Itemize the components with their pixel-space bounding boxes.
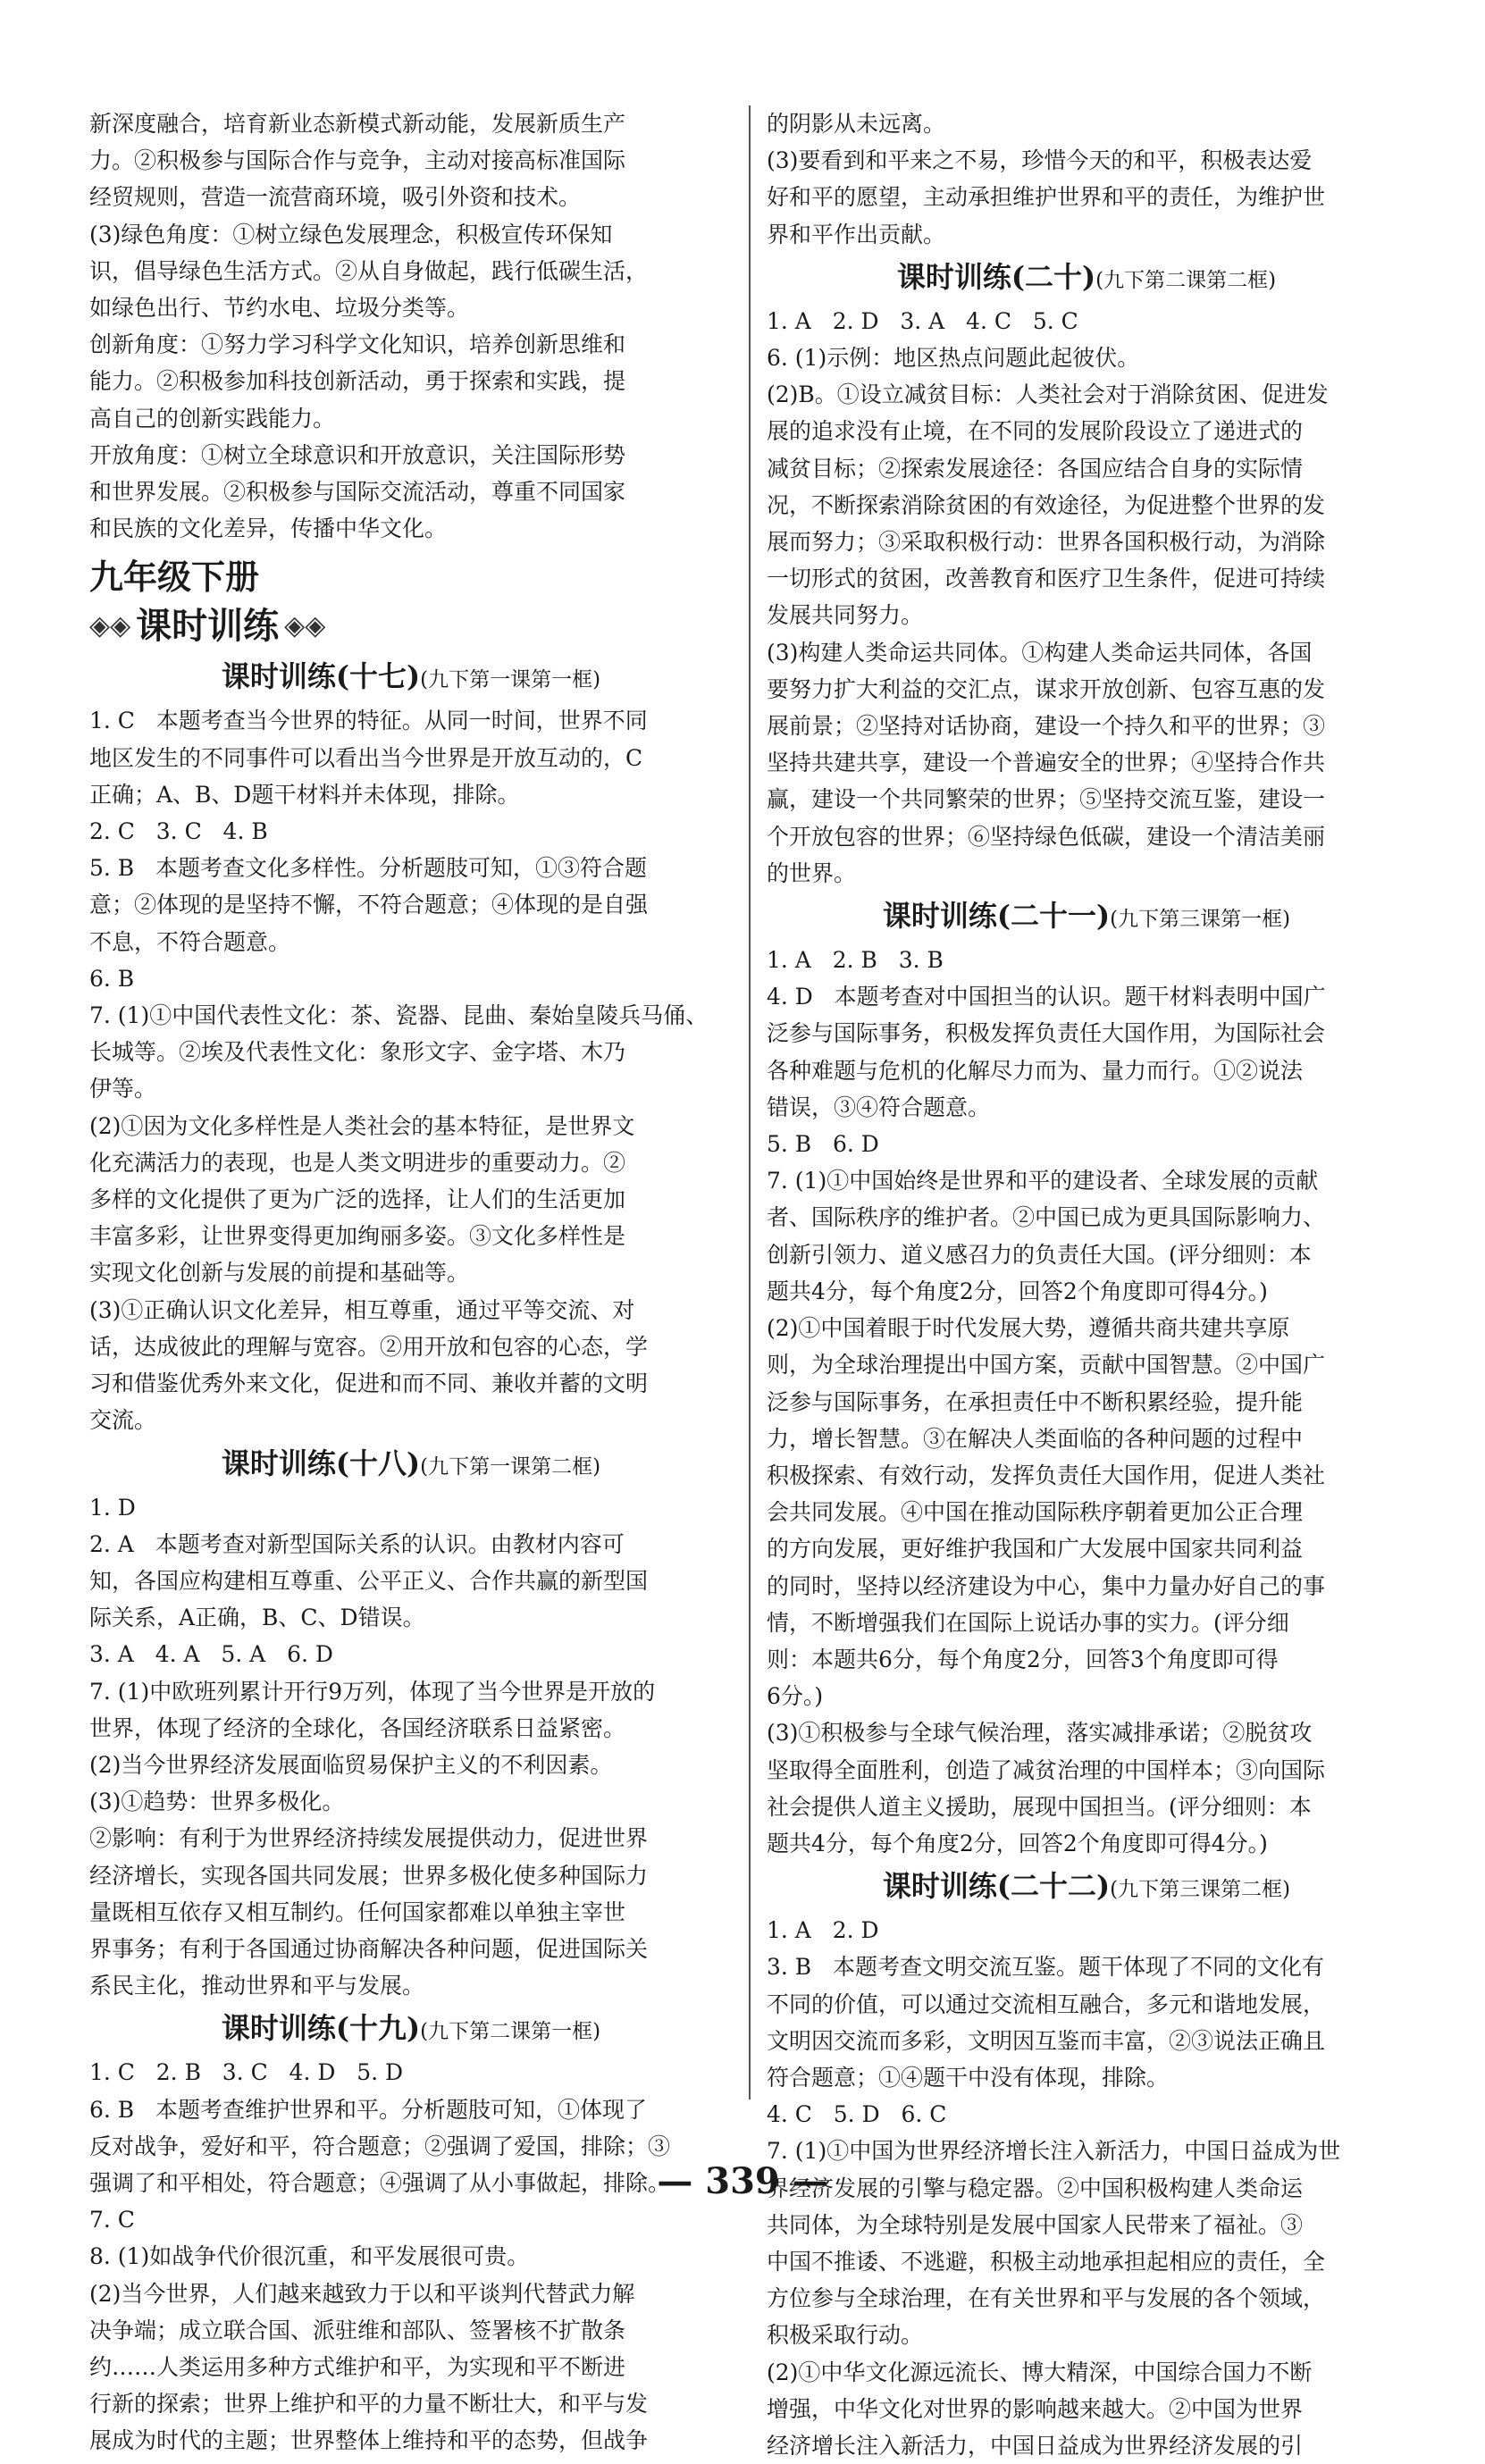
text-line: 强调了和平相处，符合题意；④强调了从小事做起，排除。 xyxy=(89,2169,671,2196)
right-column xyxy=(767,105,1406,2464)
text-line: 展而努力；③采取积极行动：世界各国积极行动，为消除 xyxy=(767,529,1326,556)
section-21-answers xyxy=(767,942,1406,1862)
section-22-title: 课时训练(二十二) xyxy=(882,1869,1111,1904)
text-line: 世界，体现了经济的全球化，各国经济联系日益紧密。 xyxy=(89,1714,626,1741)
text-line: 力。②积极参与国际合作与竞争，主动对接高标准国际 xyxy=(89,147,626,174)
text-line: 7. (1)①中国为世界经济增长注入新活力，中国日益成为世 xyxy=(767,2138,1341,2165)
section-19-heading xyxy=(89,2006,733,2054)
banner-right-ornament-icon: ◈◈ xyxy=(284,610,326,642)
text-line: 7. C xyxy=(89,2207,135,2234)
text-line: 4. C 5. D 6. C xyxy=(767,2101,947,2128)
text-line: 力，增长智慧。③在解决人类面临的各种问题的过程中 xyxy=(767,1425,1304,1452)
text-line: 一切形式的贫困，改善教育和医疗卫生条件，促进可持续 xyxy=(767,566,1326,592)
text-line: 创新引领力、道义感召力的负责任大国。(评分细则：本 xyxy=(767,1241,1312,1268)
text-line: 者、国际秩序的维护者。②中国已成为更具国际影响力、 xyxy=(767,1204,1326,1231)
text-line: 文明因交流而多彩，文明因互鉴而丰富，②③说法正确且 xyxy=(767,2027,1326,2054)
section-18-heading xyxy=(89,1441,733,1489)
text-line: (2)当今世界，人们越来越致力于以和平谈判代替武力解 xyxy=(89,2280,635,2307)
text-line: 界和平作出贡献。 xyxy=(767,221,946,247)
text-line: 6. (1)示例：地区热点问题此起彼伏。 xyxy=(767,345,1140,372)
section-19-title: 课时训练(十九) xyxy=(221,2011,421,2046)
text-line: 6. B 本题考查维护世界和平。分析题肢可知，①体现了 xyxy=(89,2096,648,2123)
text-line: 积极采取行动。 xyxy=(767,2322,924,2349)
text-line: 1. C 2. B 3. C 4. D 5. D xyxy=(89,2059,404,2086)
section-20-title: 课时训练(二十) xyxy=(896,259,1096,294)
text-line: 长城等。②埃及代表性文化：象形文字、金字塔、木乃 xyxy=(89,1039,626,1066)
text-line: 和民族的文化差异，传播中华文化。 xyxy=(89,515,448,542)
text-line: (3)构建人类命运共同体。①构建人类命运共同体，各国 xyxy=(767,639,1313,666)
text-line: 社会提供人道主义援助，展现中国担当。(评分细则：本 xyxy=(767,1793,1312,1820)
text-line: 反对战争，爱好和平，符合题意；②强调了爱国，排除；③ xyxy=(89,2133,671,2159)
section-22-subtitle: (九下第三课第二框) xyxy=(1110,1878,1291,1902)
text-line: 2. C 3. C 4. B xyxy=(89,818,268,845)
text-line: 会共同发展。④中国在推动国际秩序朝着更加公正合理 xyxy=(767,1499,1304,1526)
text-line: 7. (1)①中国始终是世界和平的建设者、全球发展的贡献 xyxy=(767,1168,1319,1194)
section-20-answers xyxy=(767,303,1406,892)
text-line: (3)①积极参与全球气候治理，落实减排承诺；②脱贫攻 xyxy=(767,1720,1313,1747)
text-line: 方位参与全球治理，在有关世界和平与发展的各个领域， xyxy=(767,2285,1326,2312)
text-line: 的方向发展，更好维护我国和广大发展中国家共同利益 xyxy=(767,1536,1304,1563)
text-line: 1. A 2. D 3. A 4. C 5. C xyxy=(767,307,1078,334)
text-line: 符合题意；①④题干中没有体现，排除。 xyxy=(767,2064,1170,2091)
text-line: 多样的文化提供了更为广泛的选择，让人们的生活更加 xyxy=(89,1186,626,1213)
text-line: 好和平的愿望，主动承担维护世界和平的责任，为维护世 xyxy=(767,184,1326,211)
text-line: (2)①中国着眼于时代发展大势，遵循共商共建共享原 xyxy=(767,1315,1290,1342)
text-line: 7. (1)中欧班列累计开行9万列，体现了当今世界是开放的 xyxy=(89,1678,656,1705)
text-line: 5. B 本题考查文化多样性。分析题肢可知，①③符合题 xyxy=(89,855,648,882)
text-line: 量既相互依存又相互制约。任何国家都难以单独主宰世 xyxy=(89,1898,626,1925)
text-line: 交流。 xyxy=(89,1407,157,1434)
text-line: ②影响：有利于为世界经济持续发展提供动力，促进世界 xyxy=(89,1825,649,1852)
text-line: 展前景；②坚持对话协商，建设一个持久和平的世界；③ xyxy=(767,713,1326,740)
text-line: 际关系，A正确，B、C、D错误。 xyxy=(89,1605,425,1631)
text-line: 的阴影从未远离。 xyxy=(767,111,946,137)
text-line: 行新的探索；世界上维护和平的力量不断壮大，和平与发 xyxy=(89,2391,649,2418)
section-17-subtitle: (九下第一课第一框) xyxy=(420,668,601,692)
text-line: 地区发生的不同事件可以看出当今世界是开放互动的，C xyxy=(89,744,643,771)
text-line: 1. D xyxy=(89,1494,136,1521)
text-line: 题共4分，每个角度2分，回答2个角度即可得4分。) xyxy=(767,1278,1268,1304)
text-line: 正确；A、B、D题干材料并未体现，排除。 xyxy=(89,781,520,808)
grade-heading: 九年级下册 xyxy=(89,557,260,598)
text-line: 决争端；成立联合国、派驻维和部队、签署核不扩散条 xyxy=(89,2317,626,2343)
text-line: 情，不断增强我们在国际上说话办事的实力。(评分细 xyxy=(767,1609,1289,1636)
text-line: 实现文化创新与发展的前提和基础等。 xyxy=(89,1260,470,1286)
text-line: 坚取得全面胜利，创造了减贫治理的中国样本；③向国际 xyxy=(767,1756,1326,1783)
text-line: (2)①中华文化源远流长、博大精深，中国综合国力不断 xyxy=(767,2359,1313,2385)
text-line: (2)B。①设立减贫目标：人类社会对于消除贫困、促进发 xyxy=(767,381,1329,408)
text-line: 1. C 本题考查当今世界的特征。从同一时间，世界不同 xyxy=(89,708,648,734)
text-line: 3. B 本题考查文明交流互鉴。题干体现了不同的文化有 xyxy=(767,1954,1325,1981)
text-line: 错误，③④符合题意。 xyxy=(767,1094,991,1120)
text-line: 赢，建设一个共同繁荣的世界；⑤坚持交流互鉴，建设一 xyxy=(767,786,1326,813)
banner-title: 课时训练 xyxy=(136,605,280,648)
text-line: 泛参与国际事务，积极发挥负责任大国作用，为国际社会 xyxy=(767,1020,1326,1047)
column-divider xyxy=(749,105,751,2099)
section-19-subtitle: (九下第二课第一框) xyxy=(420,2020,601,2044)
text-line: 各种难题与危机的化解尽力而为、量力而行。①②说法 xyxy=(767,1057,1304,1084)
text-line: 经贸规则，营造一流营商环境，吸引外资和技术。 xyxy=(89,184,582,211)
text-line: 2. A 本题考查对新型国际关系的认识。由教材内容可 xyxy=(89,1530,625,1557)
text-line: 1. A 2. D xyxy=(767,1917,879,1944)
text-line: 不息，不符合题意。 xyxy=(89,928,291,955)
text-line: 意；②体现的是坚持不懈，不符合题意；④体现的是自强 xyxy=(89,892,649,918)
section-20-heading xyxy=(767,255,1406,303)
text-line: 要努力扩大利益的交汇点，谋求开放创新、包容互惠的发 xyxy=(767,675,1326,702)
text-line: 的世界。 xyxy=(767,859,857,886)
section-20-subtitle: (九下第二课第二框) xyxy=(1095,268,1277,292)
text-line: 话，达成彼此的理解与宽容。②用开放和包容的心态，学 xyxy=(89,1333,649,1360)
text-line: 能力。②积极参加科技创新活动，勇于探索和实践，提 xyxy=(89,368,626,395)
text-line: 个开放包容的世界；⑥坚持绿色低碳，建设一个清洁美丽 xyxy=(767,823,1326,850)
banner-left-ornament-icon: ◈◈ xyxy=(89,610,131,642)
text-line: 中国不推诿、不逃避，积极主动地承担起相应的责任，全 xyxy=(767,2248,1326,2275)
section-21-subtitle: (九下第三课第一框) xyxy=(1110,908,1291,932)
section-17-title: 课时训练(十七) xyxy=(221,659,421,694)
text-line: 积极探索、有效行动，发挥负责任大国作用，促进人类社 xyxy=(767,1462,1326,1488)
text-line: 化充满活力的表现，也是人类文明进步的重要动力。② xyxy=(89,1149,626,1176)
text-line: 发展共同努力。 xyxy=(767,602,924,629)
text-line: 创新角度：①努力学习科学文化知识，培养创新思维和 xyxy=(89,331,626,358)
text-line: 开放角度：①树立全球意识和开放意识，关注国际形势 xyxy=(89,441,626,468)
section-18-subtitle: (九下第一课第二框) xyxy=(420,1454,601,1479)
text-line: 展成为时代的主题；世界整体上维持和平的态势，但战争 xyxy=(89,2427,649,2454)
continued-block xyxy=(767,105,1406,253)
text-line: (3)要看到和平来之不易，珍惜今天的和平，积极表达爱 xyxy=(767,147,1313,174)
text-line: 7. (1)①中国代表性文化：茶、瓷器、昆曲、秦始皇陵兵马俑、 xyxy=(89,1002,709,1029)
section-17-heading xyxy=(89,654,733,702)
text-line: 6. B xyxy=(89,965,135,992)
text-line: 坚持共建共享，建设一个普遍安全的世界；④坚持合作共 xyxy=(767,750,1326,776)
text-line: 界经济发展的引擎与稳定器。②中国积极构建人类命运 xyxy=(767,2175,1304,2201)
text-line: 8. (1)如战争代价很沉重，和平发展很可贵。 xyxy=(89,2243,530,2270)
text-line: 界事务；有利于各国通过协商解决各种问题，促进国际关 xyxy=(89,1935,649,1962)
text-line: (3)绿色角度：①树立绿色发展理念，积极宣传环保知 xyxy=(89,221,613,247)
text-line: 题共4分，每个角度2分，回答2个角度即可得4分。) xyxy=(767,1830,1268,1856)
text-line: 增强，中华文化对世界的影响越来越大。②中国为世界 xyxy=(767,2395,1304,2422)
text-line: 经济增长注入新活力，中国日益成为世界经济发展的引 xyxy=(767,2432,1304,2459)
text-line: (3)①趋势：世界多极化。 xyxy=(89,1789,345,1815)
text-line: 则：本题共6分，每个角度2分，回答3个角度即可得 xyxy=(767,1646,1279,1672)
text-line: 6分。) xyxy=(767,1683,824,1710)
text-line: 泛参与国际事务，在承担责任中不断积累经验，提升能 xyxy=(767,1388,1304,1415)
text-line: 伊等。 xyxy=(89,1076,157,1102)
text-line: 1. A 2. B 3. B xyxy=(767,947,944,974)
text-line: 5. B 6. D xyxy=(767,1131,879,1158)
text-line: 约……人类运用多种方式维护和平，为实现和平不断进 xyxy=(89,2353,626,2380)
text-line: 知，各国应构建相互尊重、公平正义、合作共赢的新型国 xyxy=(89,1567,649,1594)
text-line: 况，不断探索消除贫困的有效途径，为促进整个世界的发 xyxy=(767,491,1326,518)
section-22-heading xyxy=(767,1864,1406,1912)
text-line: (3)①正确认识文化差异，相互尊重，通过平等交流、对 xyxy=(89,1296,635,1323)
text-line: 系民主化，推动世界和平与发展。 xyxy=(89,1973,425,1999)
left-column xyxy=(89,105,733,2460)
text-line: 高自己的创新实践能力。 xyxy=(89,405,336,432)
page-number: — 339 — xyxy=(657,2160,828,2202)
section-18-title: 课时训练(十八) xyxy=(221,1446,421,1480)
text-line: 则，为全球治理提出中国方案，贡献中国智慧。②中国广 xyxy=(767,1352,1326,1379)
text-line: (2)①因为文化多样性是人类社会的基本特征，是世界文 xyxy=(89,1112,635,1139)
text-line: 和世界发展。②积极参与国际交流活动，尊重不同国家 xyxy=(89,479,626,506)
text-line: 展的追求没有止境，在不同的发展阶段设立了递进式的 xyxy=(767,418,1304,445)
text-line: 4. D 本题考查对中国担当的认识。题干材料表明中国广 xyxy=(767,984,1326,1010)
section-19-answers xyxy=(89,2054,733,2459)
section-21-title: 课时训练(二十一) xyxy=(882,899,1111,934)
text-line: 经济增长，实现各国共同发展；世界多极化使多种国际力 xyxy=(89,1862,649,1889)
text-line: (2)当今世界经济发展面临贸易保护主义的不利因素。 xyxy=(89,1751,613,1778)
intro-block xyxy=(89,105,733,547)
section-21-heading xyxy=(767,893,1406,942)
text-line: 丰富多彩，让世界变得更加绚丽多姿。③文化多样性是 xyxy=(89,1223,626,1250)
text-line: 不同的价值，可以通过交流相互融合，多元和谐地发展， xyxy=(767,1990,1326,2017)
text-line: 共同体，为全球特别是发展中国家人民带来了福祉。③ xyxy=(767,2211,1304,2238)
section-banner xyxy=(89,600,733,652)
text-line: 减贫目标；②探索发展途径：各国应结合自身的实际情 xyxy=(767,455,1304,482)
text-line: 的同时，坚持以经济建设为中心，集中力量办好自己的事 xyxy=(767,1572,1326,1599)
section-18-answers xyxy=(89,1489,733,2005)
section-17-answers xyxy=(89,702,733,1438)
text-line: 3. A 4. A 5. A 6. D xyxy=(89,1641,333,1668)
text-line: 识，倡导绿色生活方式。②从自身做起，践行低碳生活， xyxy=(89,257,649,284)
text-line: 新深度融合，培育新业态新模式新动能，发展新质生产 xyxy=(89,111,626,137)
text-line: 习和借鉴优秀外来文化，促进和而不同、兼收并蓄的文明 xyxy=(89,1370,649,1397)
text-line: 如绿色出行、节约水电、垃圾分类等。 xyxy=(89,295,470,322)
